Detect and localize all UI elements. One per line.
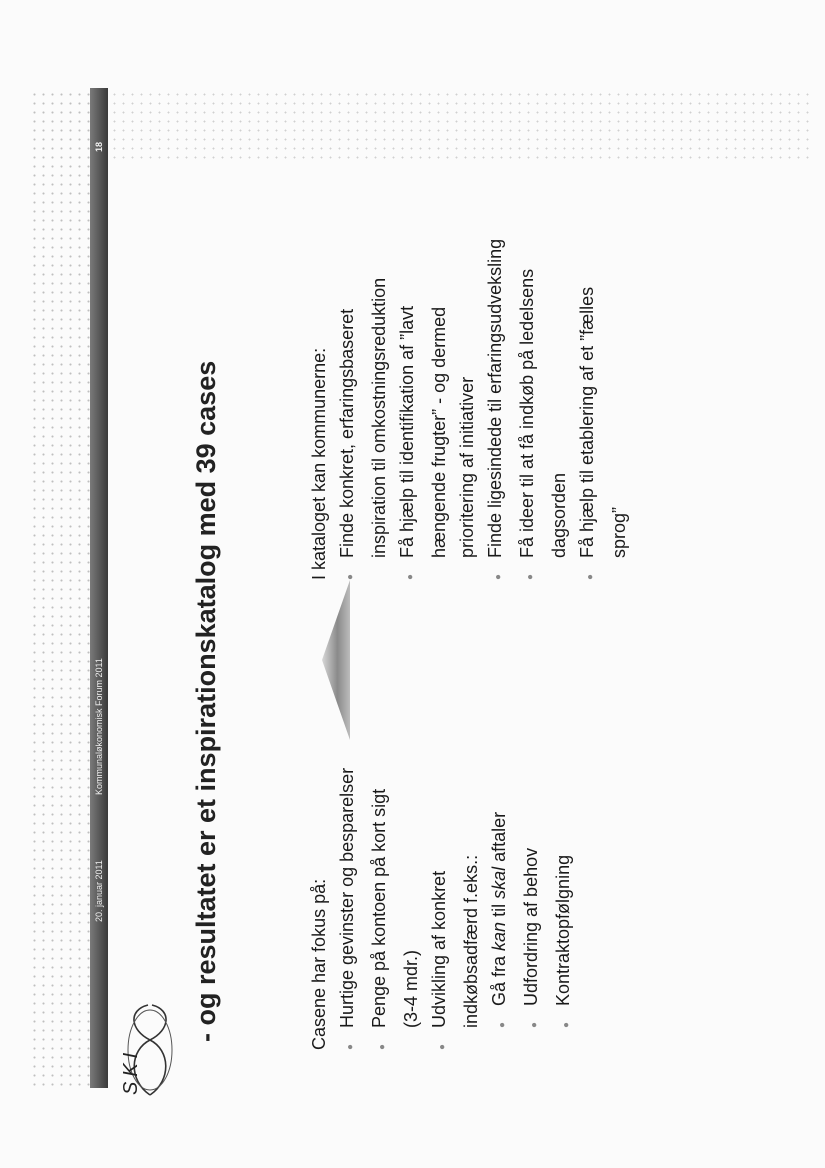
ski-logo-text: SKI [120, 1047, 142, 1095]
sub-list-item: ●Kontraktopfølgning [549, 768, 581, 1050]
bullet-icon: ● [345, 573, 356, 580]
bullet-icon: ● [437, 1043, 448, 1050]
list-item: ●Få hjælp til etablering af et ”fælles [573, 239, 605, 580]
banner-event: Kommunaløkonomisk Forum 2011 [94, 658, 104, 795]
banner-date: 20. januar 2011 [94, 860, 104, 922]
dot-pattern-decoration [30, 90, 90, 1090]
footer-banner [90, 88, 108, 1088]
bullet-icon: ● [377, 1043, 388, 1050]
divider-arrow-shape [322, 580, 350, 740]
bullet-icon: ● [525, 573, 536, 580]
bullet-icon: ● [405, 573, 416, 580]
page-number: 18 [94, 141, 104, 152]
list-item: ●Hurtige gevinster og besparelser [333, 768, 365, 1050]
bullet-icon: ● [493, 573, 504, 580]
bullet-icon: ● [497, 1021, 508, 1028]
right-heading: I kataloget kan kommunerne: [309, 347, 329, 580]
sub-list-item: ●Gå fra kan til skal aftaler [485, 768, 517, 1050]
list-item: ●Få hjælp til identifikation af ”lavt [393, 239, 425, 580]
list-item-continuation: (3-4 mdr.) [401, 949, 421, 1028]
left-heading: Casene har fokus på: [309, 878, 329, 1050]
list-item: ●Udvikling af konkret [425, 768, 457, 1050]
sub-list-item: ●Udfordring af behov [517, 768, 549, 1050]
slide-title: - og resultatet er et inspirationskatalog med 39 cases [191, 360, 221, 1042]
list-item: ●Finde ligesindede til erfaringsudveksling [481, 239, 513, 580]
list-item-continuation: indkøbsadfærd f.eks.: [461, 854, 481, 1028]
list-item-continuation: sprog” [609, 506, 629, 558]
bullet-icon: ● [345, 1043, 356, 1050]
left-column [305, 768, 581, 1050]
bullet-icon: ● [561, 1021, 572, 1028]
list-item-continuation: dagsorden [549, 472, 569, 558]
dot-pattern-decoration-top [110, 90, 810, 160]
bullet-icon: ● [585, 573, 596, 580]
list-item-continuation: inspiration til omkostningsreduktion [369, 277, 389, 558]
list-item-continuation: prioritering af initiativer [457, 376, 477, 558]
list-item: ●Penge på kontoen på kort sigt [365, 768, 397, 1050]
bullet-icon: ● [529, 1021, 540, 1028]
list-item: ●Finde konkret, erfaringsbaseret [333, 239, 365, 580]
right-column [305, 239, 633, 580]
list-item: ●Få ideer til at få indkøb på ledelsens [513, 239, 545, 580]
list-item-continuation: hængende frugter” - og dermed [429, 306, 449, 558]
